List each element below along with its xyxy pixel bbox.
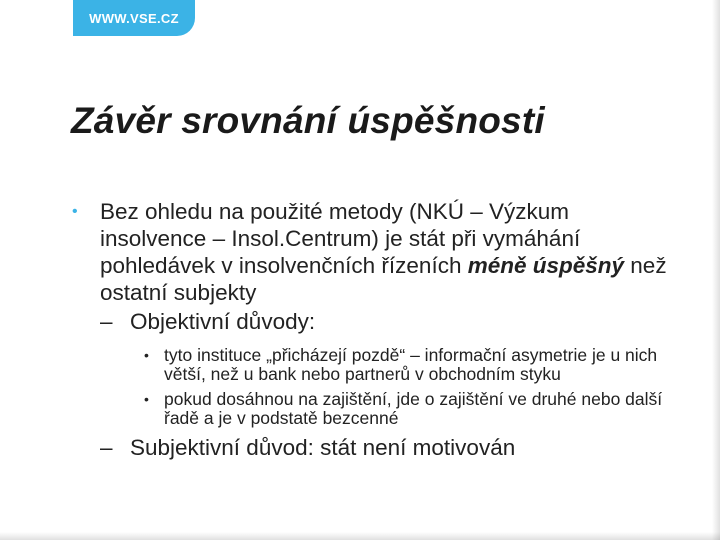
slide-shadow-bottom <box>0 532 720 540</box>
small-bullet-icon: • <box>144 391 149 407</box>
bullet-emphasis: méně úspěšný <box>467 253 625 278</box>
bullet-text-part1: Bez ohledu na použité metody (NKÚ – Výzkum insolvence – Insol.Centrum) je stát při vymáhání pohledávek v insolvenčních řízeních <box>100 199 581 278</box>
sub-bullet-objective <box>72 308 672 336</box>
bullet-dot-icon: • <box>72 203 78 220</box>
vse-logo-badge[interactable] <box>73 0 195 36</box>
detail-text: tyto instituce „přicházejí pozdě“ – informační asymetrie je u nich větší, než u bank nebo partnerů v obchodním styku <box>164 345 658 384</box>
sub-bullet-label: Subjektivní důvod: stát není motivován <box>130 435 516 460</box>
dash-marker: – <box>100 309 113 334</box>
bullet-text-part2: než ostatní subjekty <box>100 253 667 305</box>
slide-content <box>72 198 672 462</box>
slide-shadow-right <box>712 0 720 540</box>
small-bullet-icon: • <box>144 347 149 363</box>
slide-title: Závěr srovnání úspěšnosti <box>71 100 545 141</box>
detail-text: pokud dosáhnou na zajištění, jde o zajištění ve druhé nebo další řadě a je v podstatě bezcenné <box>164 389 663 428</box>
detail-item <box>72 390 672 428</box>
dash-marker: – <box>100 435 113 460</box>
sub-bullet-subjective <box>72 434 672 462</box>
bullet-item <box>72 198 672 306</box>
sub-bullet-label: Objektivní důvody: <box>130 309 316 334</box>
detail-item <box>72 346 672 384</box>
logo-text: WWW.VSE.CZ <box>89 10 179 26</box>
